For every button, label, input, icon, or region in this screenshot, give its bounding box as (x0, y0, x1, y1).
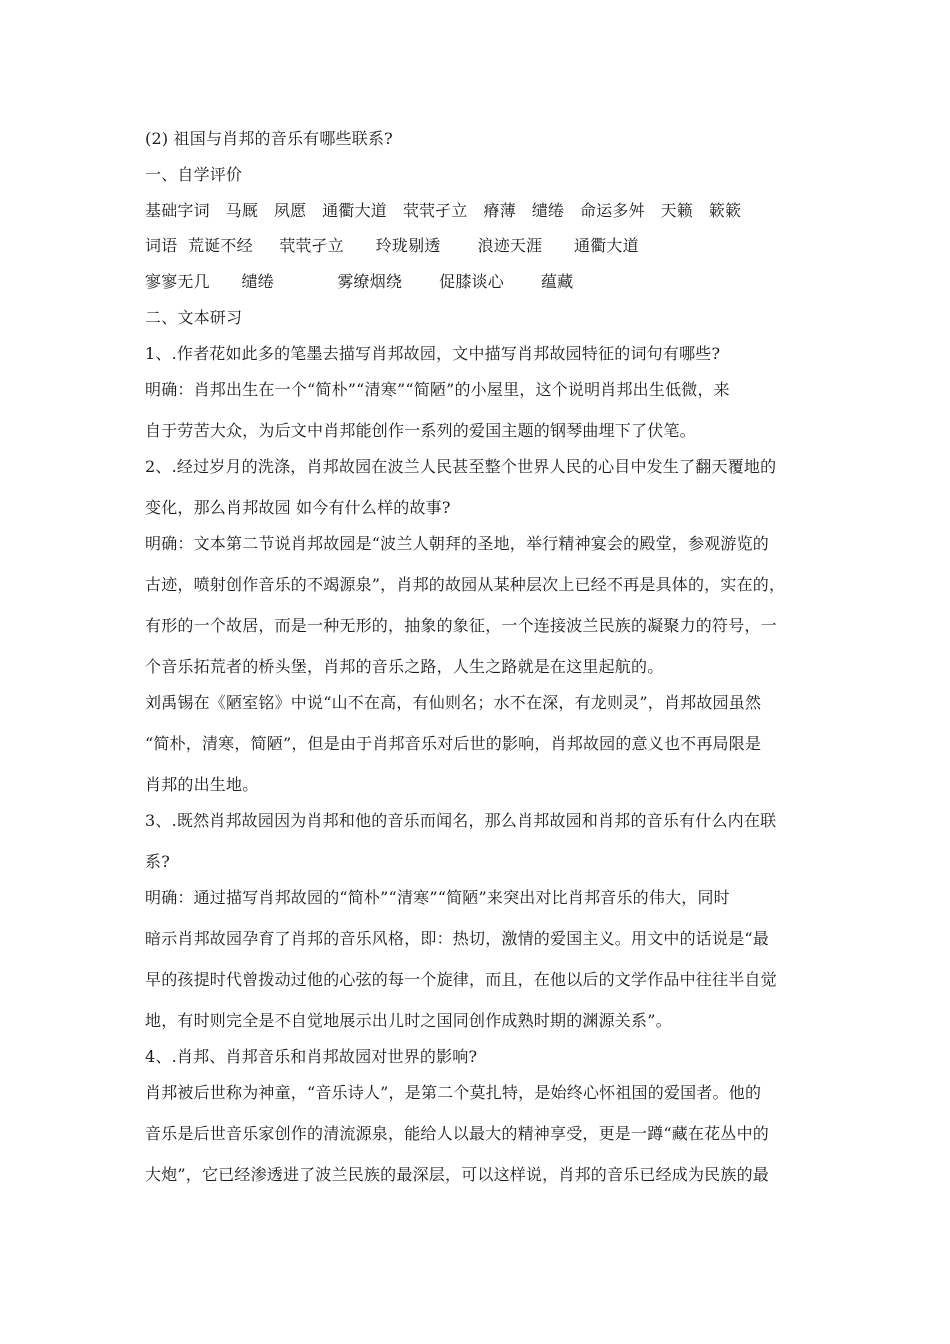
vocabulary-line-3: 寥寥无几 缱绻 雾缭烟绕 促膝谈心 蕴藏 (145, 272, 574, 291)
answer-3-line-2: 暗示肖邦故园孕育了肖邦的音乐风格，即：热切，激情的爱国主义。用文中的话说是“最 (145, 929, 769, 948)
answer-3-line-3: 早的孩提时代曾拨动过他的心弦的每一个旋律，而且，在他以后的文学作品中往往半自觉 (145, 970, 777, 989)
answer-3-line-1: 明确：通过描写肖邦故园的“简朴”“清寒”“简陋”来突出对比肖邦音乐的伟大，同时 (145, 888, 730, 907)
question-3-part-1: 3、.既然肖邦故园因为肖邦和他的音乐而闻名，那么肖邦故园和肖邦的音乐有什么内在联 (145, 811, 777, 830)
answer-3-line-4: 地，有时则完全是不自觉地展示出儿时之国同创作成熟时期的渊源关系”。 (145, 1011, 672, 1030)
answer-2-line-4: 个音乐拓荒者的桥头堡，肖邦的音乐之路，人生之路就是在这里起航的。 (145, 657, 664, 676)
question-2-part-1: 2、.经过岁月的洗涤，肖邦故园在波兰人民甚至整个世界人民的心目中发生了翻天覆地的 (145, 457, 777, 476)
question-2-part-2: 变化，那么肖邦故园 如今有什么样的故事? (145, 498, 451, 517)
answer-4-line-2: 音乐是后世音乐家创作的清流源泉，能给人以最大的精神享受，更是一蹲“藏在花丛中的 (145, 1124, 769, 1143)
question-3-part-2: 系? (145, 852, 170, 871)
answer-2-line-5: 刘禹锡在《陋室铭》中说“山不在高，有仙则名；水不在深，有龙则灵”，肖邦故园虽然 (145, 693, 762, 712)
answer-1-line-2: 自于劳苦大众，为后文中肖邦能创作一系列的爱国主题的钢琴曲埋下了伏笔。 (145, 421, 696, 440)
answer-1-line-1: 明确：肖邦出生在一个“简朴”“清寒”“简陋”的小屋里，这个说明肖邦出生低微，来 (145, 380, 730, 399)
section-heading-self-study: 一、自学评价 (145, 165, 243, 184)
answer-2-line-2: 古迹，喷射创作音乐的不竭源泉”，肖邦的故园从某种层次上已经不再是具体的，实在的， (145, 575, 786, 594)
answer-2-line-6: “简朴，清寒，简陋”，但是由于肖邦音乐对后世的影响，肖邦故园的意义也不再局限是 (145, 734, 762, 753)
vocabulary-line-1: 基础字词 马厩 夙愿 通衢大道 茕茕孑立 瘠薄 缱绻 命运多舛 天籁 簌簌 (145, 201, 742, 220)
answer-2-line-7: 肖邦的出生地。 (145, 775, 259, 794)
answer-2-line-1: 明确：文本第二节说肖邦故园是“波兰人朝拜的圣地，举行精神宴会的殿堂，参观游览的 (145, 534, 769, 553)
question-2-line: (2) 祖国与肖邦的音乐有哪些联系? (145, 129, 393, 148)
section-heading-text-study: 二、文本研习 (145, 308, 243, 327)
question-1: 1、.作者花如此多的笔墨去描写肖邦故园，文中描写肖邦故园特征的词句有哪些? (145, 344, 721, 363)
answer-4-line-3: 大炮”，它已经渗透进了波兰民族的最深层，可以这样说，肖邦的音乐已经成为民族的最 (145, 1165, 769, 1184)
vocabulary-line-2: 词语 荒诞不经 茕茕孑立 玲珑剔透 浪迹天涯 通衢大道 (145, 236, 639, 255)
answer-2-line-3: 有形的一个故居，而是一种无形的，抽象的象征，一个连接波兰民族的凝聚力的符号，一 (145, 616, 777, 635)
question-4: 4、.肖邦、肖邦音乐和肖邦故园对世界的影响? (145, 1047, 478, 1066)
answer-4-line-1: 肖邦被后世称为神童，“音乐诗人”，是第二个莫扎特，是始终心怀祖国的爱国者。他的 (145, 1083, 762, 1102)
